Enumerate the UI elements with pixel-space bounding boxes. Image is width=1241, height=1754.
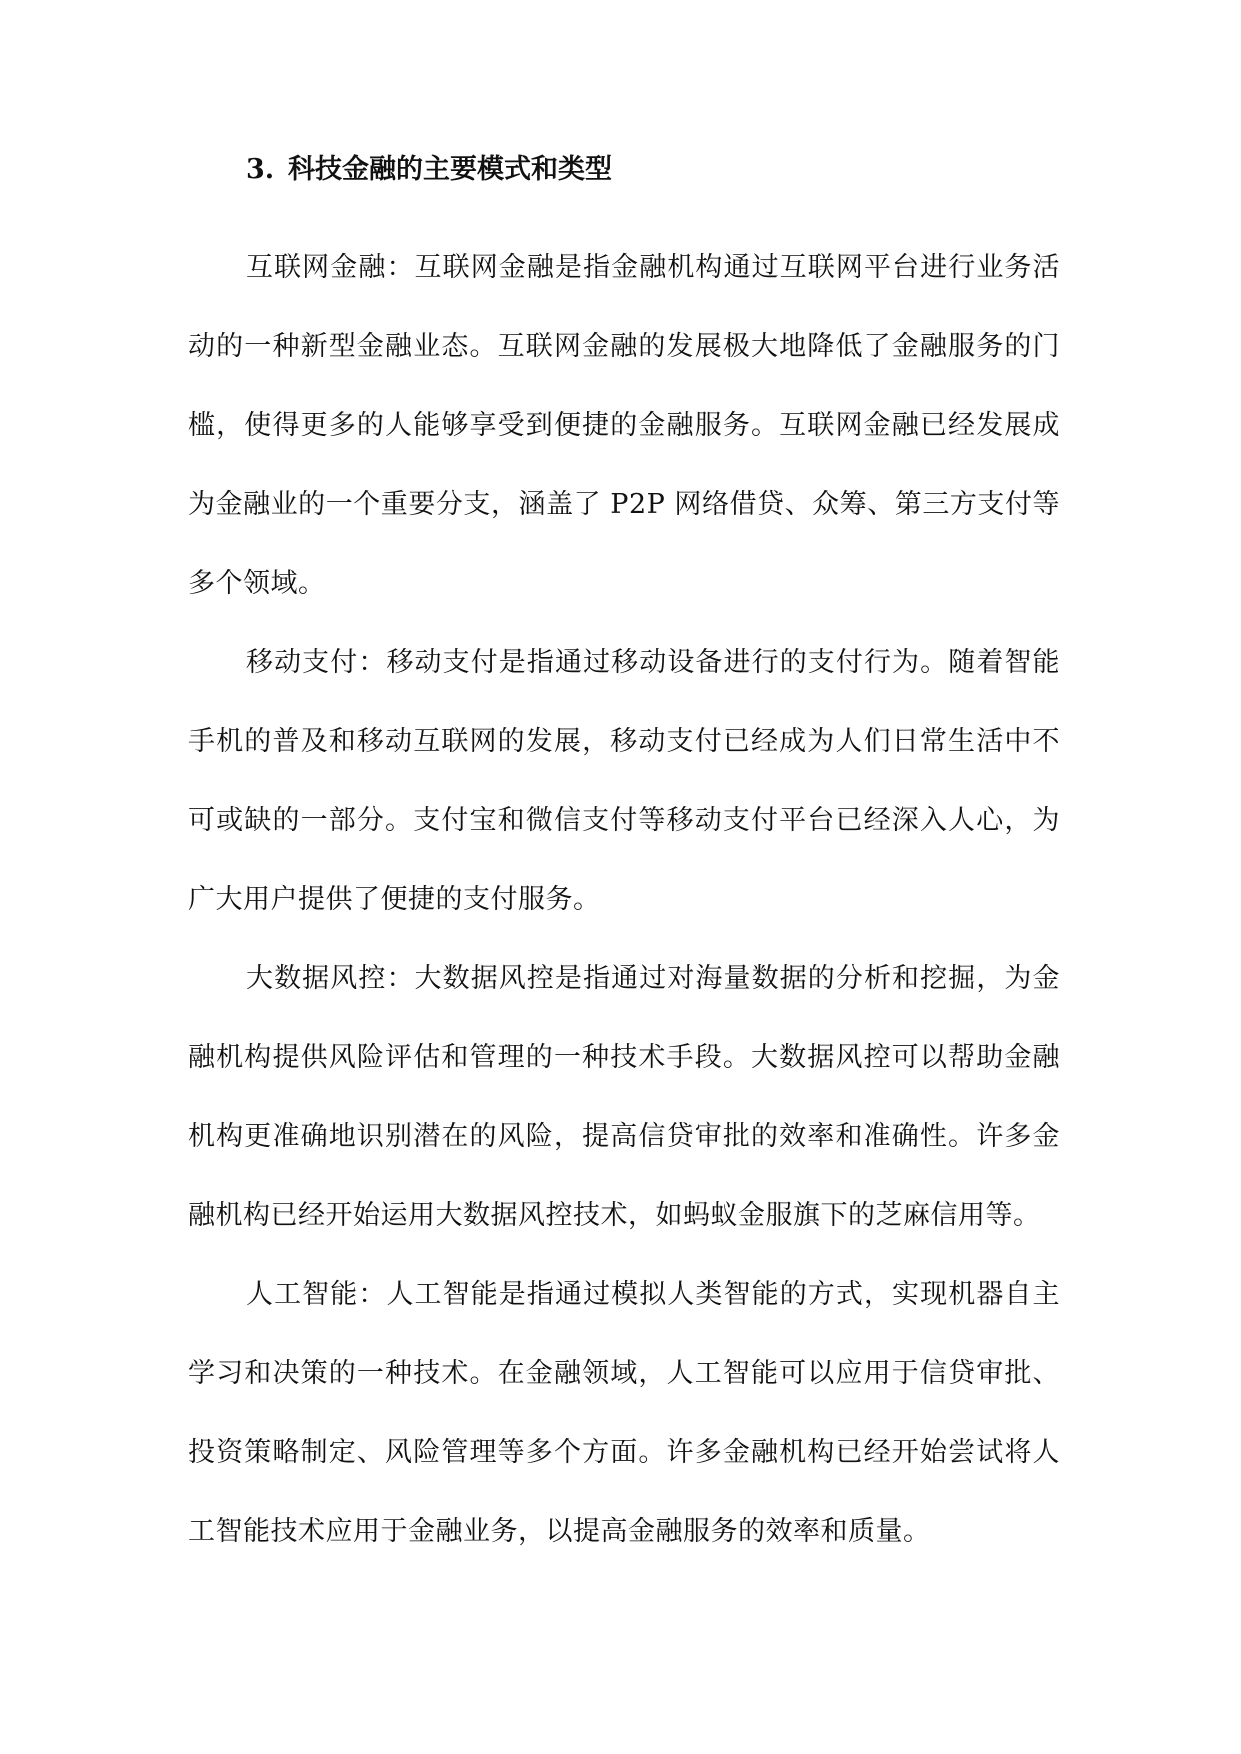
section-title: 科技金融的主要模式和类型 bbox=[288, 154, 612, 185]
document-body bbox=[188, 228, 1060, 1571]
paragraph-big-data-risk-control: 大数据风控：大数据风控是指通过对海量数据的分析和挖掘，为金融机构提供风险评估和管理的一种技术手段。大数据风控可以帮助金融机构更准确地识别潜在的风险，提高信贷审批的效率和准确性。许多金融机构已经开始运用大数据风控技术，如蚂蚁金服旗下的芝麻信用等。 bbox=[188, 963, 1060, 1231]
section-number: 3. bbox=[246, 154, 275, 185]
paragraph-internet-finance: 互联网金融：互联网金融是指金融机构通过互联网平台进行业务活动的一种新型金融业态。互联网金融的发展极大地降低了金融服务的门槛，使得更多的人能够享受到便捷的金融服务。互联网金融已经发展成为金融业的一个重要分支，涵盖了 P2P 网络借贷、众筹、第三方支付等多个领域。 bbox=[188, 252, 1060, 599]
section-heading bbox=[246, 148, 1066, 192]
paragraph-mobile-payment: 移动支付：移动支付是指通过移动设备进行的支付行为。随着智能手机的普及和移动互联网的发展，移动支付已经成为人们日常生活中不可或缺的一部分。支付宝和微信支付等移动支付平台已经深入人心，为广大用户提供了便捷的支付服务。 bbox=[188, 647, 1060, 915]
paragraph-artificial-intelligence: 人工智能：人工智能是指通过模拟人类智能的方式，实现机器自主学习和决策的一种技术。在金融领域，人工智能可以应用于信贷审批、投资策略制定、风险管理等多个方面。许多金融机构已经开始尝试将人工智能技术应用于金融业务，以提高金融服务的效率和质量。 bbox=[188, 1279, 1060, 1547]
